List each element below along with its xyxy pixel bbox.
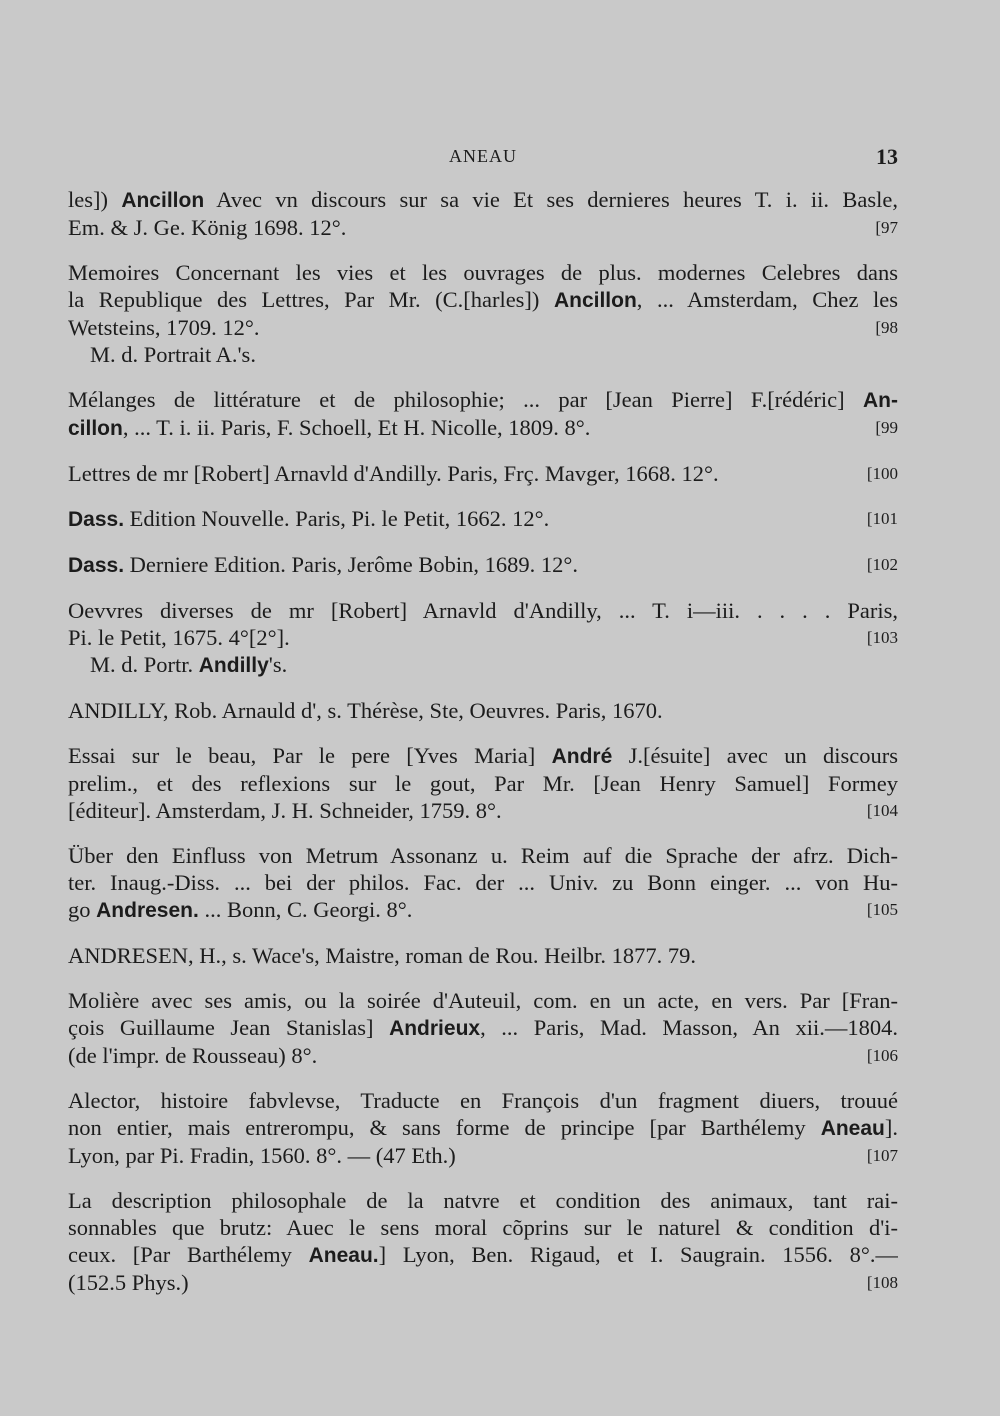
bibliography-entry [68, 697, 898, 724]
entry-line: Essai sur le beau, Par le pere [Yves Maria] André J.[ésuite] avec un discours [68, 743, 898, 768]
entry-last-line [68, 1142, 898, 1169]
entry-line: ter. Inaug.-Diss. ... bei der philos. Fac. der ... Univ. zu Bonn einger. ... von Hu- [68, 870, 898, 895]
bibliography-entry [68, 505, 898, 533]
entry-last-line [68, 896, 898, 924]
entry-number: [97 [875, 218, 898, 237]
entry-last-line-text: (152.5 Phys.) [68, 1270, 189, 1295]
bibliography-entry [68, 386, 898, 442]
bibliography-entry [68, 742, 898, 824]
entry-line: La description philosophale de la natvre et condition des animaux, tant rai- [68, 1188, 898, 1213]
page-number: 13 [876, 144, 898, 169]
entry-line: Molière avec ses amis, ou la soirée d'Auteuil, com. en un acte, en vers. Par [Fran- [68, 988, 898, 1013]
entry-number: [105 [866, 900, 898, 919]
entry-number: [98 [875, 318, 898, 337]
entry-last-line [68, 624, 898, 651]
entry-last-line-text: ANDILLY, Rob. Arnauld d', s. Thérèse, Ste, Oeuvres. Paris, 1670. [68, 698, 663, 723]
entry-last-line-text: Em. & J. Ge. König 1698. 12°. [68, 215, 347, 240]
entry-line: sonnables que brutz: Auec le sens moral cõprins sur le naturel & condition d'i- [68, 1215, 898, 1240]
entry-last-line-text: Pi. le Petit, 1675. 4°[2°]. [68, 625, 290, 650]
running-title: ANEAU [449, 146, 517, 166]
entry-last-line [68, 414, 898, 442]
entry-line: non entier, mais entrerompu, & sans forme de principe [par Barthélemy Aneau]. [68, 1115, 898, 1140]
bibliography-entry [68, 259, 898, 368]
entry-number: [107 [866, 1146, 898, 1165]
bibliography-entries [68, 186, 898, 1314]
entry-line: la Republique des Lettres, Par Mr. (C.[harles]) Ancillon, ... Amsterdam, Chez les [68, 287, 898, 312]
entry-number: [104 [866, 801, 898, 820]
entry-last-line [68, 1269, 898, 1296]
entry-last-line [68, 1042, 898, 1069]
entry-last-line-text: [éditeur]. Amsterdam, J. H. Schneider, 1759. 8°. [68, 798, 502, 823]
entry-last-line [68, 214, 898, 241]
entry-line: Über den Einfluss von Metrum Assonanz u. Reim auf die Sprache der afrz. Dich- [68, 843, 898, 868]
entry-number: [102 [866, 555, 898, 574]
entry-line: Alector, histoire fabvlevse, Traducte en François d'un fragment diuers, trouué [68, 1088, 898, 1113]
bibliography-entry [68, 551, 898, 579]
bibliography-entry [68, 460, 898, 487]
bibliography-entry [68, 1087, 898, 1169]
bibliography-entry [68, 942, 898, 969]
bibliography-entry [68, 842, 898, 924]
entry-note: M. d. Portr. Andilly's. [90, 652, 288, 677]
entry-last-line-text: Dass. Derniere Edition. Paris, Jerôme Bobin, 1689. 12°. [68, 552, 578, 577]
entry-line: Mélanges de littérature et de philosophie; ... par [Jean Pierre] F.[rédéric] An- [68, 387, 898, 412]
entry-last-line-text: ANDRESEN, H., s. Wace's, Maistre, roman de Rou. Heilbr. 1877. 79. [68, 943, 697, 968]
entry-line: les]) Ancillon Avec vn discours sur sa vie Et ses dernieres heures T. i. ii. Basle, [68, 187, 898, 212]
entry-number: [108 [866, 1273, 898, 1292]
bibliography-entry [68, 186, 898, 241]
entry-last-line-text: Wetsteins, 1709. 12°. [68, 315, 260, 340]
bibliography-entry [68, 597, 898, 679]
entry-last-line-text: (de l'impr. de Rousseau) 8°. [68, 1043, 318, 1068]
entry-number: [106 [866, 1046, 898, 1065]
entry-last-line [68, 942, 898, 969]
entry-number: [103 [866, 628, 898, 647]
entry-last-line [68, 697, 898, 724]
entry-number: [101 [866, 509, 898, 528]
entry-line: ceux. [Par Barthélemy Aneau.] Lyon, Ben. Rigaud, et I. Saugrain. 1556. 8°.— [68, 1242, 898, 1267]
entry-last-line [68, 460, 898, 487]
entry-last-line-text: Lyon, par Pi. Fradin, 1560. 8°. — (47 Eth.) [68, 1143, 456, 1168]
entry-last-line-text: Dass. Edition Nouvelle. Paris, Pi. le Petit, 1662. 12°. [68, 506, 550, 531]
entry-note: M. d. Portrait A.'s. [90, 342, 256, 367]
entry-last-line [68, 797, 898, 824]
entry-last-line [68, 314, 898, 341]
entry-last-line-text: go Andresen. ... Bonn, C. Georgi. 8°. [68, 897, 413, 922]
bibliography-entry [68, 1187, 898, 1296]
entry-last-line [68, 551, 898, 579]
entry-line: prelim., et des reflexions sur le gout, Par Mr. [Jean Henry Samuel] Formey [68, 771, 898, 796]
entry-last-line-text: Lettres de mr [Robert] Arnavld d'Andilly. Paris, Frç. Mavger, 1668. 12°. [68, 461, 719, 486]
entry-line: Oevvres diverses de mr [Robert] Arnavld d'Andilly, ... T. i—iii. . . . . Paris, [68, 598, 898, 623]
page-header [68, 144, 898, 168]
entry-last-line-text: cillon, ... T. i. ii. Paris, F. Schoell, Et H. Nicolle, 1809. 8°. [68, 415, 591, 440]
entry-last-line [68, 505, 898, 533]
entry-line: Memoires Concernant les vies et les ouvrages de plus. modernes Celebres dans [68, 260, 898, 285]
bibliography-entry [68, 987, 898, 1069]
entry-number: [99 [875, 418, 898, 437]
entry-number: [100 [866, 464, 898, 483]
entry-line: çois Guillaume Jean Stanislas] Andrieux, ... Paris, Mad. Masson, An xii.—1804. [68, 1015, 898, 1040]
